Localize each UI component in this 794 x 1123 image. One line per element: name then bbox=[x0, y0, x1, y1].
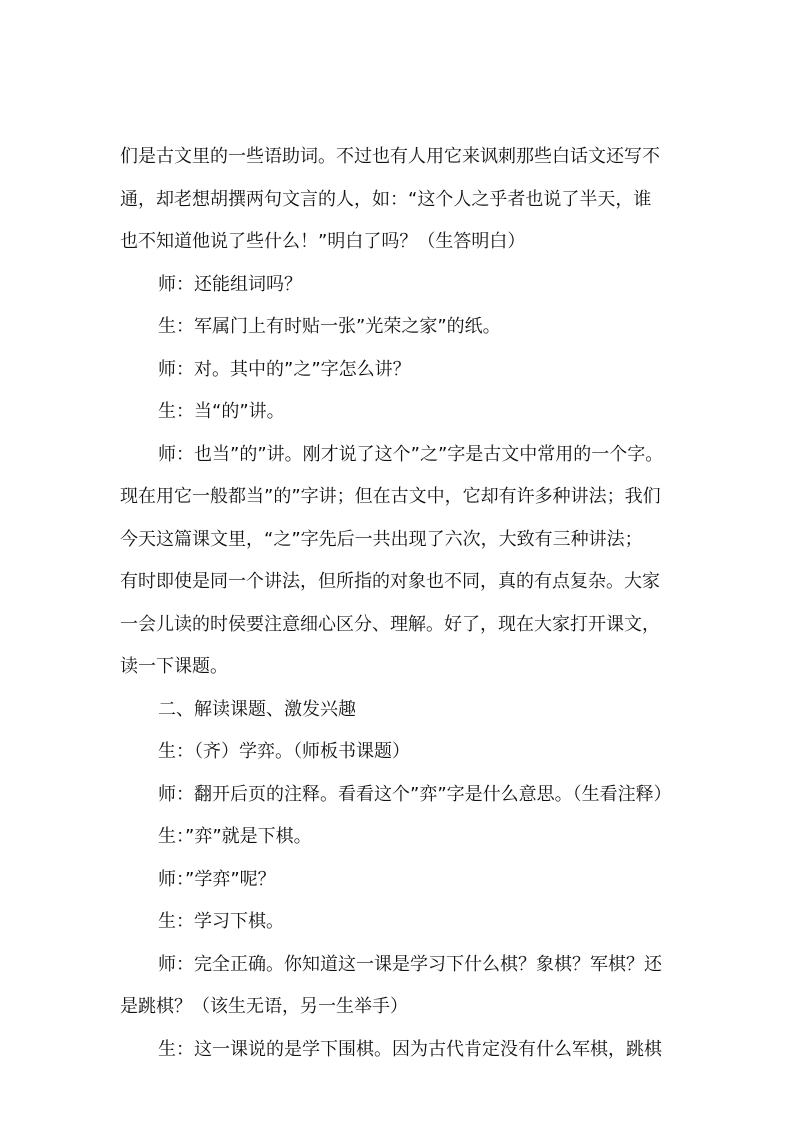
dialogue-line-15: 生：（齐）学弈。（师板书课题） bbox=[158, 741, 410, 762]
text-line-21: 是跳棋？（该生无语，另一生举手） bbox=[120, 996, 408, 1017]
dialogue-line-7: 生：当“的”讲。 bbox=[158, 401, 285, 422]
text-line-12: 一会儿读的时侯要注意细心区分、理解。好了，现在大家打开课文， bbox=[120, 614, 660, 635]
dialogue-line-22: 生：这一课说的是学下围棋。因为古代肯定没有什么军棋，跳棋 bbox=[158, 1039, 662, 1060]
section-heading: 二、解读课题、激发兴趣 bbox=[158, 699, 356, 720]
dialogue-line-19: 生：学习下棋。 bbox=[158, 911, 284, 932]
text-line-13: 读一下课题。 bbox=[120, 656, 228, 677]
text-line-3: 也不知道他说了些什么！”明白了吗？（生答明白） bbox=[120, 231, 526, 252]
dialogue-line-8: 师：也当”的”讲。刚才说了这个”之”字是古文中常用的一个字。 bbox=[158, 444, 664, 465]
dialogue-line-6: 师：对。其中的”之”字怎么讲？ bbox=[158, 359, 411, 380]
dialogue-line-18: 师：”学弈”呢？ bbox=[158, 869, 276, 890]
text-line-10: 今天这篇课文里，“之”字先后一共出现了六次，大致有三种讲法； bbox=[120, 529, 643, 550]
dialogue-line-17: 生：”弈”就是下棋。 bbox=[158, 826, 312, 847]
text-line-2: 通，却老想胡撰两句文言的人，如：“这个人之乎者也说了半天，谁 bbox=[120, 189, 652, 210]
text-line-11: 有时即使是同一个讲法，但所指的对象也不同，真的有点复杂。大家 bbox=[120, 571, 660, 592]
text-line-9: 现在用它一般都当”的”字讲；但在古文中，它却有许多种讲法；我们 bbox=[120, 486, 661, 507]
dialogue-line-4: 师：还能组词吗？ bbox=[158, 274, 302, 295]
text-line-1: 们是古文里的一些语助词。不过也有人用它来讽刺那些白话文还写不 bbox=[120, 146, 660, 167]
dialogue-line-20: 师：完全正确。你知道这一课是学习下什么棋？象棋？军棋？还 bbox=[158, 954, 662, 975]
dialogue-line-16: 师：翻开后页的注释。看看这个”弈”字是什么意思。（生看注释） bbox=[158, 784, 672, 805]
dialogue-line-5: 生：军属门上有时贴一张”光荣之家”的纸。 bbox=[158, 316, 501, 337]
